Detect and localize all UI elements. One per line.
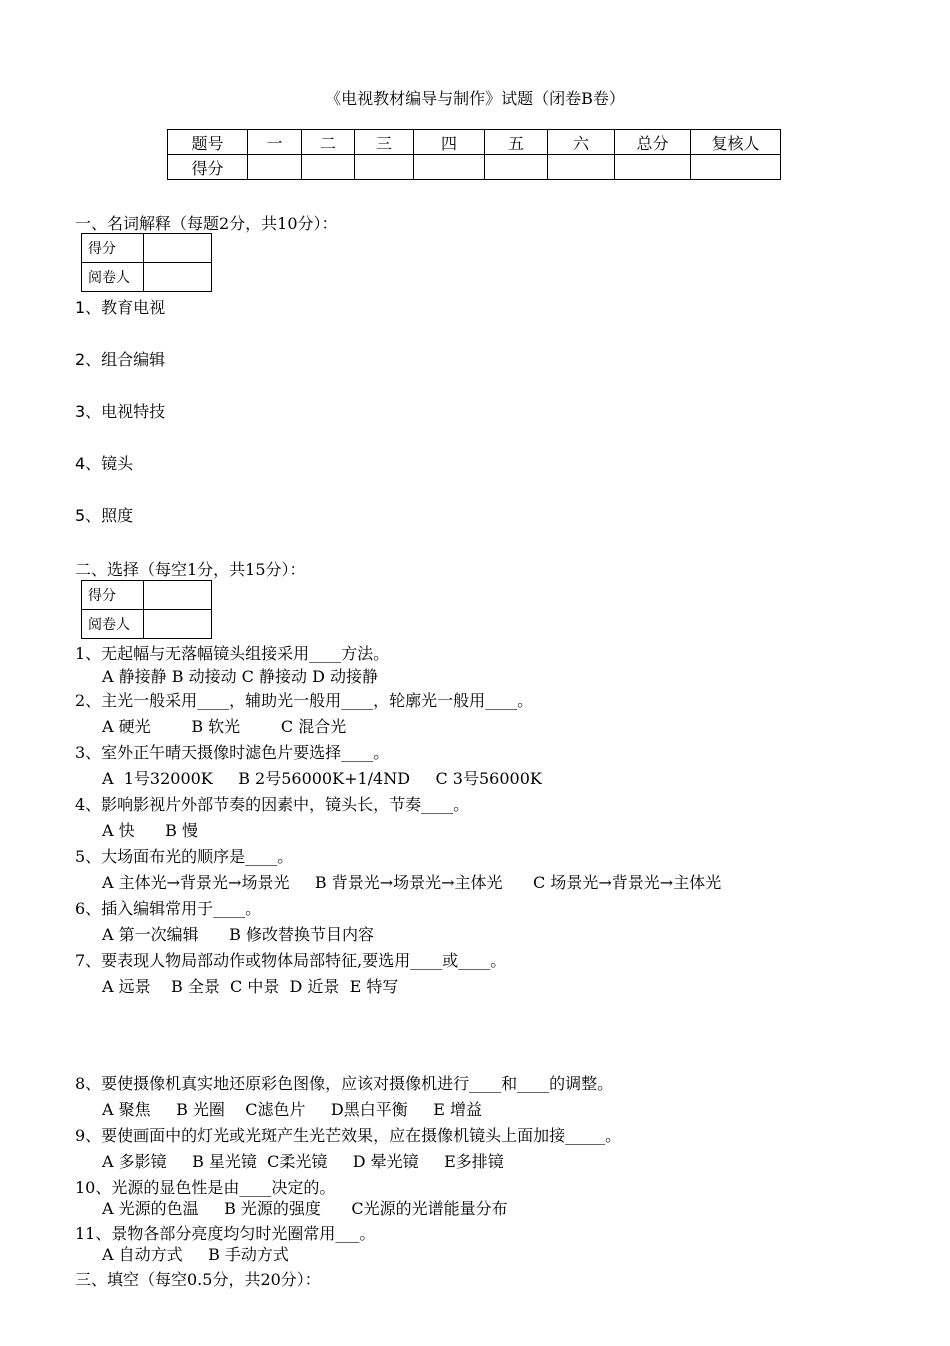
- question-options: A 1号32000K B 2号56000K+1/4ND C 3号56000K: [102, 769, 542, 788]
- question: 11、景物各部分亮度均匀时光圈常用___。: [75, 1224, 376, 1243]
- score-cell[interactable]: [615, 155, 691, 180]
- score-header-cell: 四: [414, 130, 485, 155]
- question: 5、大场面布光的顺序是____。: [75, 847, 294, 866]
- section3-heading: 三、填空（每空0.5分，共20分）：: [75, 1270, 321, 1289]
- score-header-cell: 复核人: [691, 130, 781, 155]
- question: 3、室外正午晴天摄像时滤色片要选择____。: [75, 743, 390, 762]
- question-options: A 聚焦 B 光圈 C滤色片 D黑白平衡 E 增益: [102, 1100, 482, 1119]
- question: 4、影响影视片外部节奏的因素中，镜头长，节奏____。: [75, 795, 470, 814]
- grader-score-cell[interactable]: [144, 234, 212, 263]
- section2-heading: 二、选择（每空1分，共15分）：: [75, 560, 306, 579]
- exam-title: 《电视教材编导与制作》试题（闭卷B卷）: [325, 89, 625, 108]
- question-options: A 硬光 B 软光 C 混合光: [102, 717, 347, 736]
- score-table-score-row: [168, 155, 781, 180]
- term-item: 2、组合编辑: [75, 350, 166, 369]
- score-cell[interactable]: [355, 155, 414, 180]
- question-options: A 远景 B 全景 C 中景 D 近景 E 特写: [102, 977, 399, 996]
- score-row-label: 得分: [168, 155, 248, 180]
- score-table-header-row: [168, 130, 781, 155]
- score-header-cell: 二: [302, 130, 355, 155]
- score-cell[interactable]: [691, 155, 781, 180]
- score-cell[interactable]: [548, 155, 615, 180]
- grader-name-cell[interactable]: [144, 263, 212, 292]
- question-options: A 主体光→背景光→场景光 B 背景光→场景光→主体光 C 场景光→背景光→主体光: [102, 873, 722, 892]
- question-options: A 多影镜 B 星光镜 C柔光镜 D 晕光镜 E多排镜: [102, 1152, 504, 1171]
- score-cell[interactable]: [248, 155, 302, 180]
- question-options: A 自动方式 B 手动方式: [102, 1245, 289, 1264]
- grader-score-label: 得分: [82, 581, 144, 610]
- term-item: 5、照度: [75, 506, 134, 525]
- score-header-cell: 一: [248, 130, 302, 155]
- term-item: 1、教育电视: [75, 298, 166, 317]
- question: 2、主光一般采用____，辅助光一般用____，轮廓光一般用____。: [75, 691, 534, 710]
- question: 8、要使摄像机真实地还原彩色图像，应该对摄像机进行____和____的调整。: [75, 1074, 614, 1093]
- grader-name-label: 阅卷人: [82, 610, 144, 639]
- question: 1、无起幅与无落幅镜头组接采用____方法。: [75, 644, 390, 663]
- section1-heading: 一、名词解释（每题2分，共10分）：: [75, 214, 338, 233]
- grader-score-cell[interactable]: [144, 581, 212, 610]
- section1-grader-box: [81, 233, 212, 292]
- grader-name-label: 阅卷人: [82, 263, 144, 292]
- score-cell[interactable]: [302, 155, 355, 180]
- score-header-cell: 六: [548, 130, 615, 155]
- score-header-cell: 五: [485, 130, 548, 155]
- term-item: 3、电视特技: [75, 402, 166, 421]
- question: 6、插入编辑常用于____。: [75, 899, 262, 918]
- score-header-cell: 总分: [615, 130, 691, 155]
- question-options: A 静接静 B 动接动 C 静接动 D 动接静: [102, 667, 378, 686]
- grader-name-cell[interactable]: [144, 610, 212, 639]
- grader-score-label: 得分: [82, 234, 144, 263]
- question: 9、要使画面中的灯光或光斑产生光芒效果，应在摄像机镜头上面加接_____。: [75, 1126, 622, 1145]
- score-table: [167, 129, 781, 180]
- question-options: A 光源的色温 B 光源的强度 C光源的光谱能量分布: [102, 1199, 508, 1218]
- score-header-cell: 题号: [168, 130, 248, 155]
- question-options: A 快 B 慢: [102, 821, 199, 840]
- question: 7、要表现人物局部动作或物体局部特征,要选用____或____。: [75, 951, 507, 970]
- section2-grader-box: [81, 580, 212, 639]
- score-cell[interactable]: [414, 155, 485, 180]
- term-item: 4、镜头: [75, 454, 134, 473]
- score-cell[interactable]: [485, 155, 548, 180]
- question-options: A 第一次编辑 B 修改替换节目内容: [102, 925, 375, 944]
- question: 10、光源的显色性是由____决定的。: [75, 1178, 336, 1197]
- score-header-cell: 三: [355, 130, 414, 155]
